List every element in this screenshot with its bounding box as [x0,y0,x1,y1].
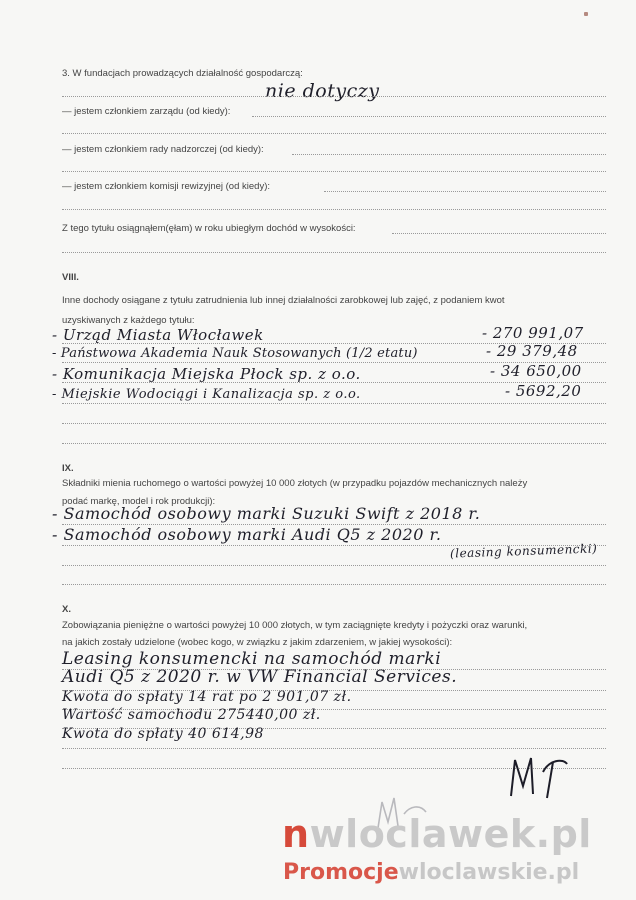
watermark-n: n [282,812,310,856]
asset-entry: - Samochód osobowy marki Audi Q5 z 2020 r. [52,525,442,544]
audit-committee-row: — jestem członkiem komisji rewizyjnej (od kiedy): [62,181,270,192]
liability-entry: Audi Q5 z 2020 r. w VW Financial Services. [62,667,458,687]
section9-line2: podać markę, model i rok produkcji): [62,496,216,507]
dotted-line [62,96,606,97]
dotted-line [62,133,606,134]
section10-line1: Zobowiązania pieniężne o wartości powyżej 10 000 złotych, w tym zaciągnięte kredyty i pożyczki oraz warunki, [62,620,528,631]
section8-line2: uzyskiwanych z każdego tytułu: [62,315,195,326]
section3-answer: nie dotyczy [265,80,380,102]
liability-entry: Wartość samochodu 275440,00 zł. [62,707,321,723]
income-entry: - Miejskie Wodociągi i Kanalizacja sp. z o.o. [52,387,361,402]
dotted-line [62,584,606,585]
board-member-row: — jestem członkiem zarządu (od kiedy): [62,106,231,117]
income-entry: - Państwowa Akademia Nauk Stosowanych (1/2 etatu) [52,346,418,361]
section10-line2: na jakich zostały udzielone (wobec kogo, w związku z jakim zdarzeniem, w jakiej wysokości): [62,637,453,648]
income-amount: - 34 650,00 [490,362,582,380]
asset-entry: - Samochód osobowy marki Suzuki Swift z 2018 r. [52,504,481,523]
section9-heading: IX. [62,463,74,474]
income-amount: - 270 991,07 [482,324,584,342]
income-entry: - Urząd Miasta Włocławek [52,326,264,344]
dotted-line [62,748,606,749]
watermark-promocje-a: Promocje [283,860,399,885]
dotted-line [324,191,606,192]
dotted-line [62,423,606,424]
section3-income: Z tego tytułu osiągnąłem(ęłam) w roku ubiegłym dochód w wysokości: [62,223,356,234]
section3-label: 3. W fundacjach prowadzących działalność gospodarczą: [62,68,303,79]
dotted-line [62,209,606,210]
dotted-line [392,233,606,234]
income-amount: - 29 379,48 [486,342,578,360]
supervisory-board-row: — jestem członkiem rady nadzorczej (od kiedy): [62,144,264,155]
dotted-line [62,565,606,566]
section9-line1: Składniki mienia ruchomego o wartości powyżej 10 000 złotych (w przypadku pojazdów mechanicznych należy [62,478,528,489]
dotted-line [252,116,606,117]
section8-line1: Inne dochody osiągane z tytułu zatrudnienia lub innej działalności zarobkowej lub zajęć, z podaniem kwot [62,295,505,306]
watermark-promocje-b: wloclawskie.pl [398,860,580,885]
income-amount: - 5692,20 [505,382,582,400]
dotted-line [62,171,606,172]
watermark-nwloclawek [282,812,592,856]
section10-heading: X. [62,604,71,615]
dotted-line [62,252,606,253]
dotted-line [62,443,606,444]
liability-entry: Kwota do spłaty 40 614,98 [62,726,264,742]
liability-entry: Kwota do spłaty 14 rat po 2 901,07 zł. [62,689,352,705]
dotted-line [62,403,606,404]
dotted-line [292,154,606,155]
signature-initials [505,752,575,802]
scan-speck [584,12,588,16]
watermark-domain: wloclawek.pl [309,812,592,856]
asset-note: (leasing konsumencki) [449,541,598,561]
watermark-promocje [283,860,579,886]
liability-entry: Leasing konsumencki na samochód marki [62,649,442,669]
income-entry: - Komunikacja Miejska Płock sp. z o.o. [52,365,361,383]
section8-heading: VIII. [62,272,79,283]
